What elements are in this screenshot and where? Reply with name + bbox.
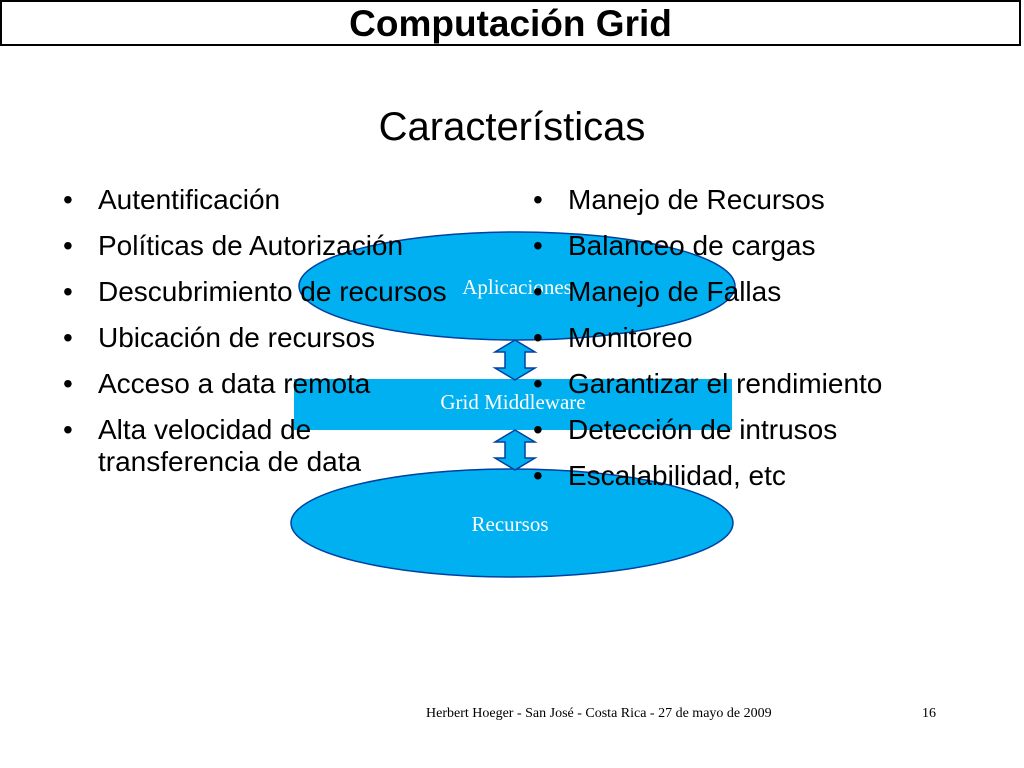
applications-label: Aplicaciones bbox=[462, 275, 572, 299]
list-item: • Monitoreo bbox=[527, 322, 1007, 354]
page-number: 16 bbox=[922, 706, 936, 721]
slide-subtitle: Características bbox=[378, 105, 646, 149]
list-item: • Balanceo de cargas bbox=[527, 230, 1007, 262]
list-item: • Autentificación bbox=[57, 184, 477, 216]
right-bullet-list bbox=[527, 184, 1007, 506]
list-item: • Ubicación de recursos bbox=[57, 322, 477, 354]
list-item: • Acceso a data remota bbox=[57, 368, 477, 400]
resources-label: Recursos bbox=[471, 512, 549, 536]
list-item: • Escalabilidad, etc bbox=[527, 460, 1007, 492]
list-item: • Descubrimiento de recursos bbox=[57, 276, 477, 308]
list-item: • Garantizar el rendimiento bbox=[527, 368, 1007, 400]
list-item: • Manejo de Recursos bbox=[527, 184, 1007, 216]
middleware-label: Grid Middleware bbox=[440, 390, 586, 414]
slide-footer: Herbert Hoeger - San José - Costa Rica - 27 de mayo de 2009 bbox=[426, 706, 772, 721]
slide-title: Computación Grid bbox=[349, 2, 672, 44]
list-item: • Alta velocidad de transferencia de data bbox=[57, 414, 477, 478]
left-bullet-list bbox=[57, 184, 477, 492]
list-item: • Manejo de Fallas bbox=[527, 276, 1007, 308]
list-item: • Detección de intrusos bbox=[527, 414, 1007, 446]
list-item: • Políticas de Autorización bbox=[57, 230, 477, 262]
